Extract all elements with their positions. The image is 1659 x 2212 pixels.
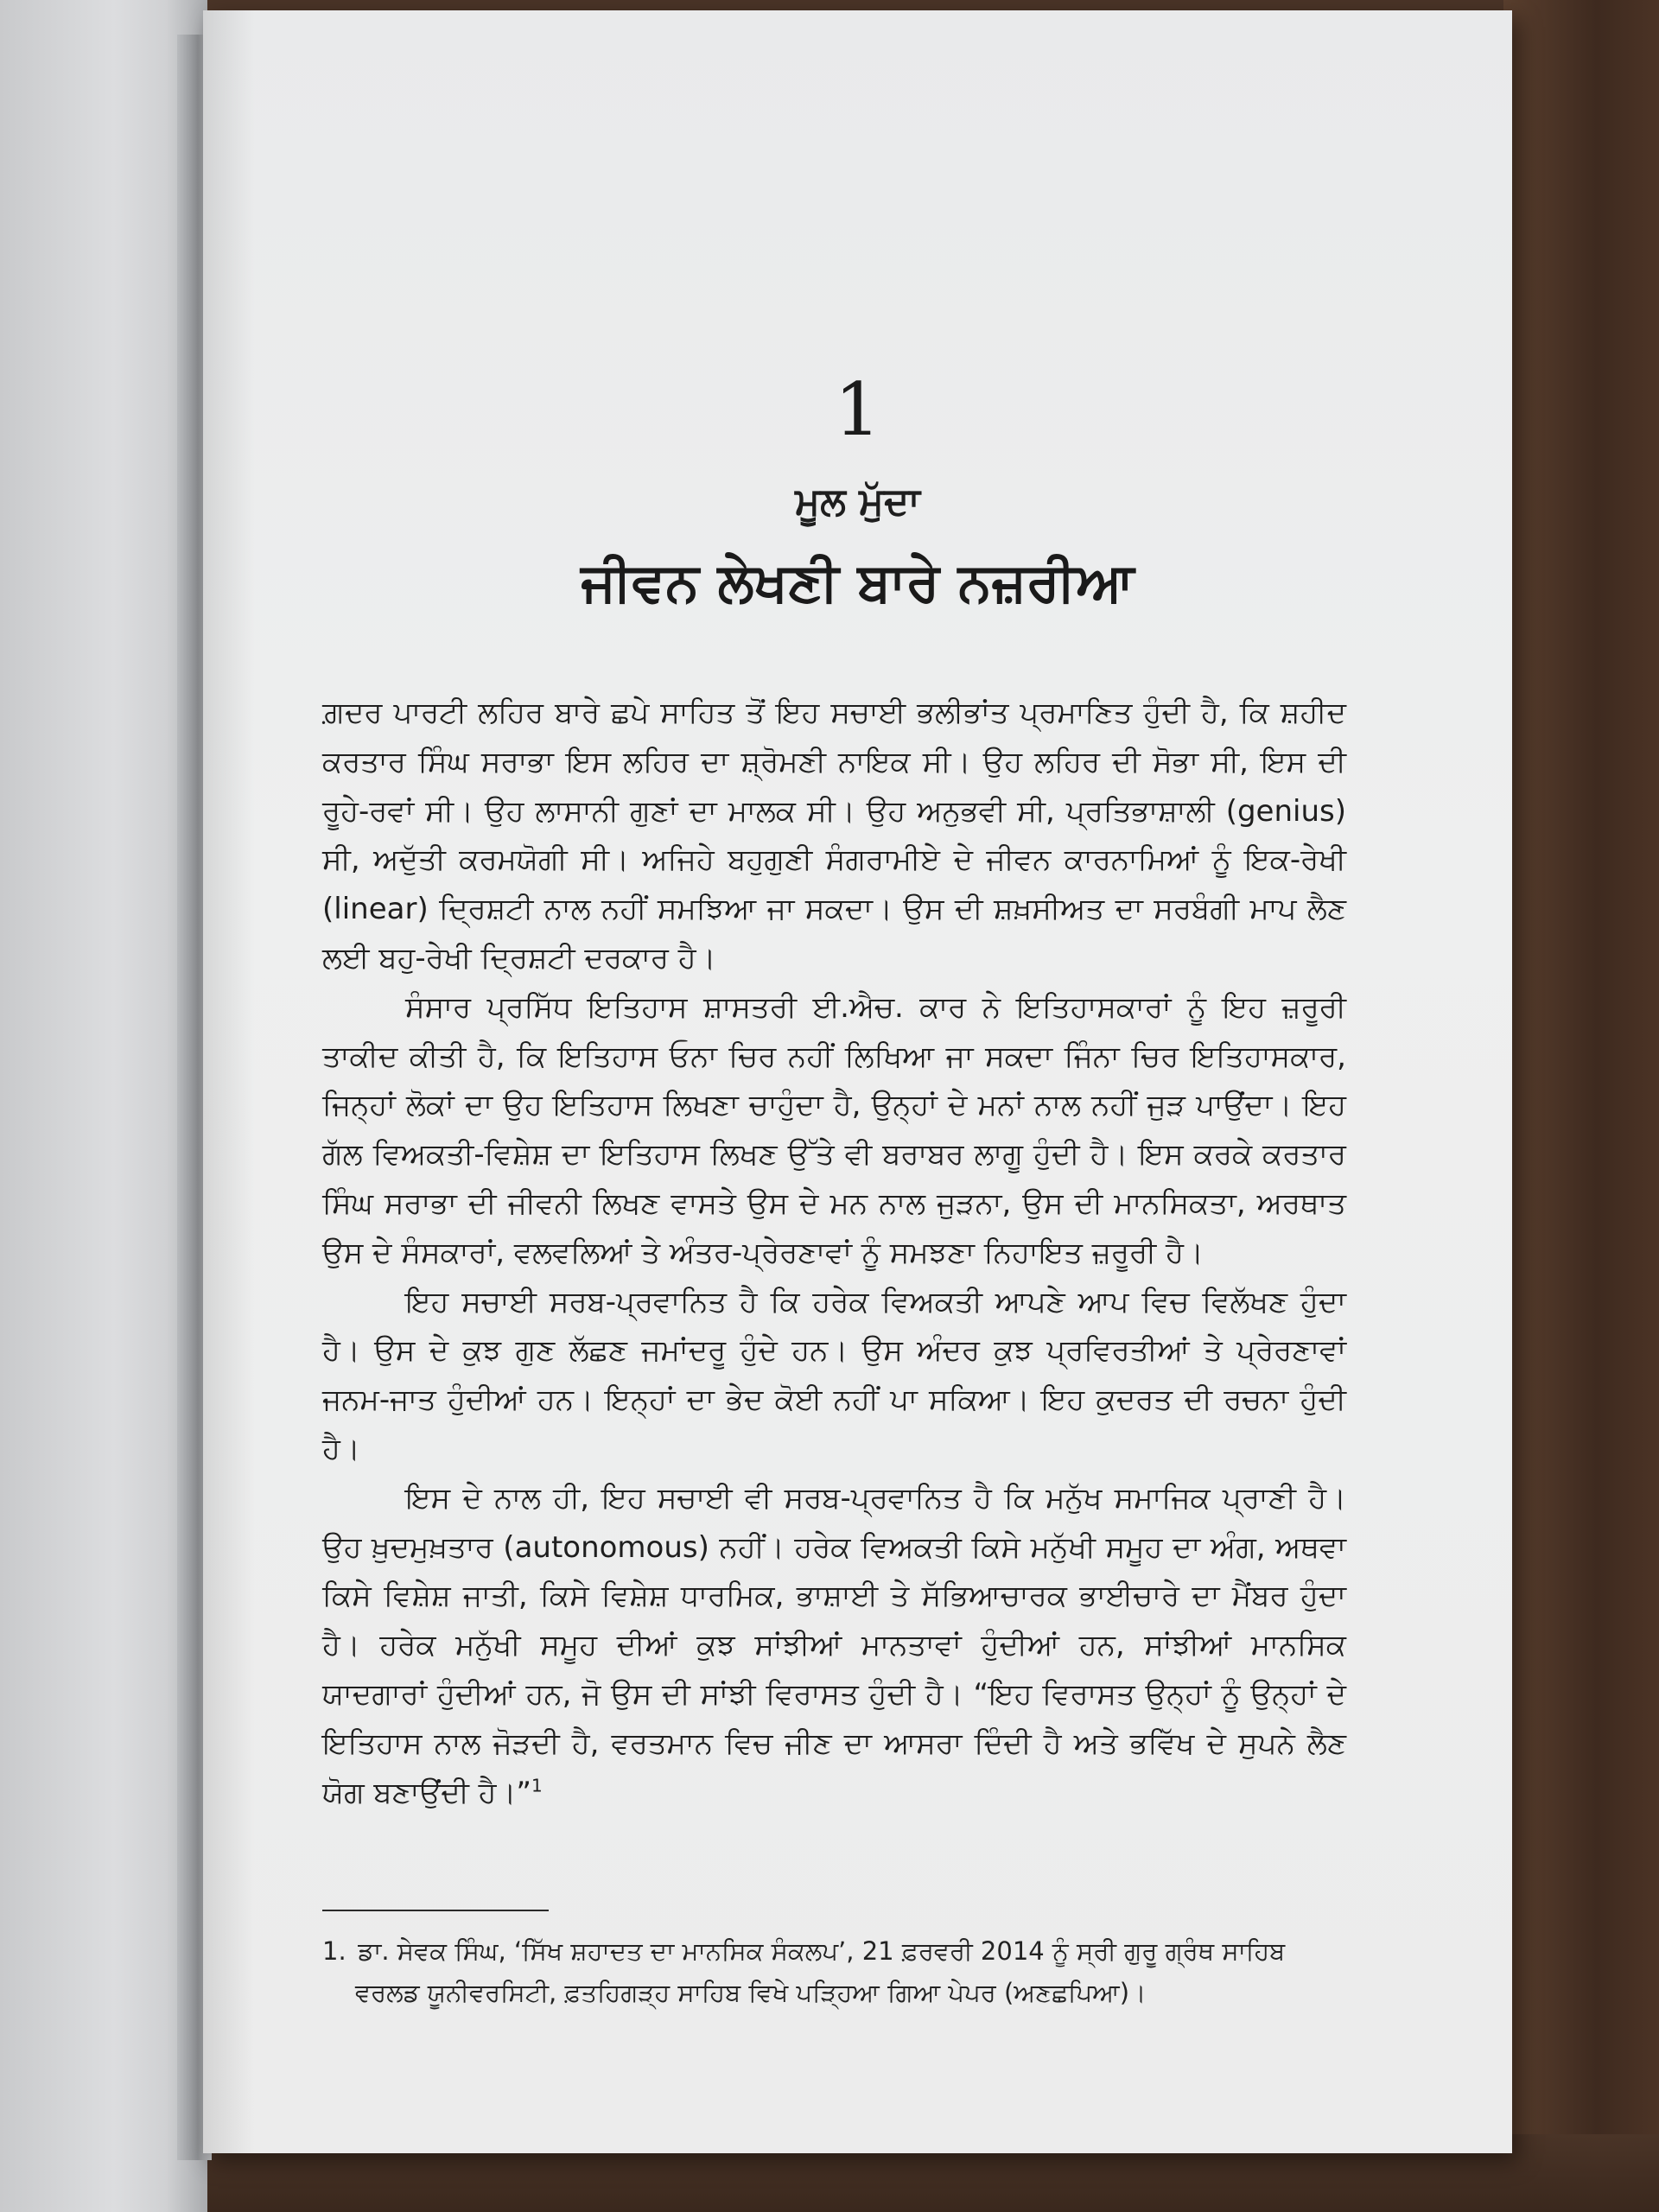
paragraph-text: ਇਸ ਦੇ ਨਾਲ ਹੀ, ਇਹ ਸਚਾਈ ਵੀ ਸਰਬ-ਪ੍ਰਵਾਨਿਤ ਹੈ ਕਿ ਮਨੁੱਖ ਸਮਾਜਿਕ ਪ੍ਰਾਣੀ ਹੈ। ਉਹ ਖ਼ੁਦਮੁਖ਼ਤਾਰ (autonomous) ਨਹੀਂ। ਹਰੇਕ ਵਿਅਕਤੀ ਕਿਸੇ ਮਨੁੱਖੀ ਸਮੂਹ ਦਾ ਅੰਗ, ਅਥਵਾ ਕਿਸੇ ਵਿਸ਼ੇਸ਼ ਜਾਤੀ, ਕਿਸੇ ਵਿਸ਼ੇਸ਼ ਧਾਰਮਿਕ, ਭਾਸ਼ਾਈ ਤੇ ਸੱਭਿਆਚਾਰਕ ਭਾਈਚਾਰੇ ਦਾ ਮੈਂਬਰ ਹੁੰਦਾ ਹੈ। ਹਰੇਕ ਮਨੁੱਖੀ ਸਮੂਹ ਦੀਆਂ ਕੁਝ ਸਾਂਝੀਆਂ ਮਾਨਤਾਵਾਂ ਹੁੰਦੀਆਂ ਹਨ, ਸਾਂਝੀਆਂ ਮਾਨਸਿਕ ਯਾਦਗਾਰਾਂ ਹੁੰਦੀਆਂ ਹਨ, ਜੋ ਉਸ ਦੀ ਸਾਂਝੀ ਵਿਰਾਸਤ ਹੁੰਦੀ ਹੈ। “ਇਹ ਵਿਰਾਸਤ ਉਨ੍ਹਾਂ ਨੂੰ ਉਨ੍ਹਾਂ ਦੇ ਇਤਿਹਾਸ ਨਾਲ ਜੋੜਦੀ ਹੈ, ਵਰਤਮਾਨ ਵਿਚ ਜੀਣ ਦਾ ਆਸਰਾ ਦਿੰਦੀ ਹੈ ਅਤੇ ਭਵਿੱਖ ਦੇ ਸੁਪਨੇ ਲੈਣ ਯੋਗ ਬਣਾਉਂਦੀ ਹੈ।” bbox=[322, 1480, 1346, 1810]
facing-page bbox=[0, 0, 207, 2212]
paragraph bbox=[322, 1474, 1346, 1818]
footnote-reference: 1 bbox=[531, 1775, 543, 1796]
paragraph: ਇਹ ਸਚਾਈ ਸਰਬ-ਪ੍ਰਵਾਨਿਤ ਹੈ ਕਿ ਹਰੇਕ ਵਿਅਕਤੀ ਆਪਣੇ ਆਪ ਵਿਚ ਵਿਲੱਖਣ ਹੁੰਦਾ ਹੈ। ਉਸ ਦੇ ਕੁਝ ਗੁਣ ਲੱਛਣ ਜਮਾਂਦਰੂ ਹੁੰਦੇ ਹਨ। ਉਸ ਅੰਦਰ ਕੁਝ ਪ੍ਰਵਿਰਤੀਆਂ ਤੇ ਪ੍ਰੇਰਣਾਵਾਂ ਜਨਮ-ਜਾਤ ਹੁੰਦੀਆਂ ਹਨ। ਇਨ੍ਹਾਂ ਦਾ ਭੇਦ ਕੋਈ ਨਹੀਂ ਪਾ ਸਕਿਆ। ਇਹ ਕੁਦਰਤ ਦੀ ਰਚਨਾ ਹੁੰਦੀ ਹੈ। bbox=[322, 1284, 1346, 1466]
footnote-line bbox=[322, 1930, 1346, 1972]
paragraph: ਗ਼ਦਰ ਪਾਰਟੀ ਲਹਿਰ ਬਾਰੇ ਛਪੇ ਸਾਹਿਤ ਤੋਂ ਇਹ ਸਚਾਈ ਭਲੀਭਾਂਤ ਪ੍ਰਮਾਣਿਤ ਹੁੰਦੀ ਹੈ, ਕਿ ਸ਼ਹੀਦ ਕਰਤਾਰ ਸਿੰਘ ਸਰਾਭਾ ਇਸ ਲਹਿਰ ਦਾ ਸ਼੍ਰੋਮਣੀ ਨਾਇਕ ਸੀ। ਉਹ ਲਹਿਰ ਦੀ ਸੋਭਾ ਸੀ, ਇਸ ਦੀ ਰੂਹੇ-ਰਵਾਂ ਸੀ। ਉਹ ਲਾਸਾਨੀ ਗੁਣਾਂ ਦਾ ਮਾਲਕ ਸੀ। ਉਹ ਅਨੁਭਵੀ ਸੀ, ਪ੍ਰਤਿਭਾਸ਼ਾਲੀ (genius) ਸੀ, ਅਦੁੱਤੀ ਕਰਮਯੋਗੀ ਸੀ। ਅਜਿਹੇ ਬਹੁਗੁਣੀ ਸੰਗਰਾਮੀਏ ਦੇ ਜੀਵਨ ਕਾਰਨਾਮਿਆਂ ਨੂੰ ਇਕ-ਰੇਖੀ (linear) ਦ੍ਰਿਸ਼ਟੀ ਨਾਲ ਨਹੀਂ ਸਮਝਿਆ ਜਾ ਸਕਦਾ। ਉਸ ਦੀ ਸ਼ਖ਼ਸੀਅਤ ਦਾ ਸਰਬੰਗੀ ਮਾਪ ਲੈਣ ਲਈ ਬਹੁ-ਰੇਖੀ ਦ੍ਰਿਸ਼ਟੀ ਦਰਕਾਰ ਹੈ। bbox=[322, 696, 1346, 976]
footnote-divider bbox=[322, 1910, 549, 1911]
footnote-line: ਵਰਲਡ ਯੂਨੀਵਰਸਿਟੀ, ਫ਼ਤਹਿਗੜ੍ਹ ਸਾਹਿਬ ਵਿਖੇ ਪੜ੍ਹਿਆ ਗਿਆ ਪੇਪਰ (ਅਣਛਪਿਆ)। bbox=[355, 1978, 1147, 2007]
footnote-number: 1. bbox=[322, 1936, 346, 1966]
chapter-number: 1 bbox=[834, 367, 881, 452]
paragraph: ਸੰਸਾਰ ਪ੍ਰਸਿੱਧ ਇਤਿਹਾਸ ਸ਼ਾਸਤਰੀ ਈ.ਐਚ. ਕਾਰ ਨੇ ਇਤਿਹਾਸਕਾਰਾਂ ਨੂੰ ਇਹ ਜ਼ਰੂਰੀ ਤਾਕੀਦ ਕੀਤੀ ਹੈ, ਕਿ ਇਤਿਹਾਸ ਓਨਾ ਚਿਰ ਨਹੀਂ ਲਿਖਿਆ ਜਾ ਸਕਦਾ ਜਿੰਨਾ ਚਿਰ ਇਤਿਹਾਸਕਾਰ, ਜਿਨ੍ਹਾਂ ਲੋਕਾਂ ਦਾ ਉਹ ਇਤਿਹਾਸ ਲਿਖਣਾ ਚਾਹੁੰਦਾ ਹੈ, ਉਨ੍ਹਾਂ ਦੇ ਮਨਾਂ ਨਾਲ ਨਹੀਂ ਜੁੜ ਪਾਉਂਦਾ। ਇਹ ਗੱਲ ਵਿਅਕਤੀ-ਵਿਸ਼ੇਸ਼ ਦਾ ਇਤਿਹਾਸ ਲਿਖਣ ਉੱਤੇ ਵੀ ਬਰਾਬਰ ਲਾਗੂ ਹੁੰਦੀ ਹੈ। ਇਸ ਕਰਕੇ ਕਰਤਾਰ ਸਿੰਘ ਸਰਾਭਾ ਦੀ ਜੀਵਨੀ ਲਿਖਣ ਵਾਸਤੇ ਉਸ ਦੇ ਮਨ ਨਾਲ ਜੁੜਨਾ, ਉਸ ਦੀ ਮਾਨਸਿਕਤਾ, ਅਰਥਾਤ ਉਸ ਦੇ ਸੰਸਕਾਰਾਂ, ਵਲਵਲਿਆਂ ਤੇ ਅੰਤਰ-ਪ੍ਰੇਰਣਾਵਾਂ ਨੂੰ ਸਮਝਣਾ ਨਿਹਾਇਤ ਜ਼ਰੂਰੀ ਹੈ। bbox=[322, 989, 1346, 1270]
body-text bbox=[322, 689, 1346, 1817]
chapter-title: ਜੀਵਨ ਲੇਖਣੀ ਬਾਰੇ ਨਜ਼ਰੀਆ bbox=[581, 550, 1135, 613]
book-page bbox=[203, 10, 1512, 2153]
page-shadow bbox=[203, 10, 255, 2153]
table-surface bbox=[1503, 0, 1659, 2212]
footnote-text: ਡਾ. ਸੇਵਕ ਸਿੰਘ, ‘ਸਿੱਖ ਸ਼ਹਾਦਤ ਦਾ ਮਾਨਸਿਕ ਸੰਕਲਪ’, 21 ਫ਼ਰਵਰੀ 2014 ਨੂੰ ਸ੍ਰੀ ਗੁਰੂ ਗ੍ਰੰਥ ਸਾਹਿਬ bbox=[358, 1936, 1286, 1966]
chapter-subtitle: ਮੂਲ ਮੁੱਦਾ bbox=[795, 480, 920, 524]
footnote bbox=[322, 1930, 1346, 2013]
